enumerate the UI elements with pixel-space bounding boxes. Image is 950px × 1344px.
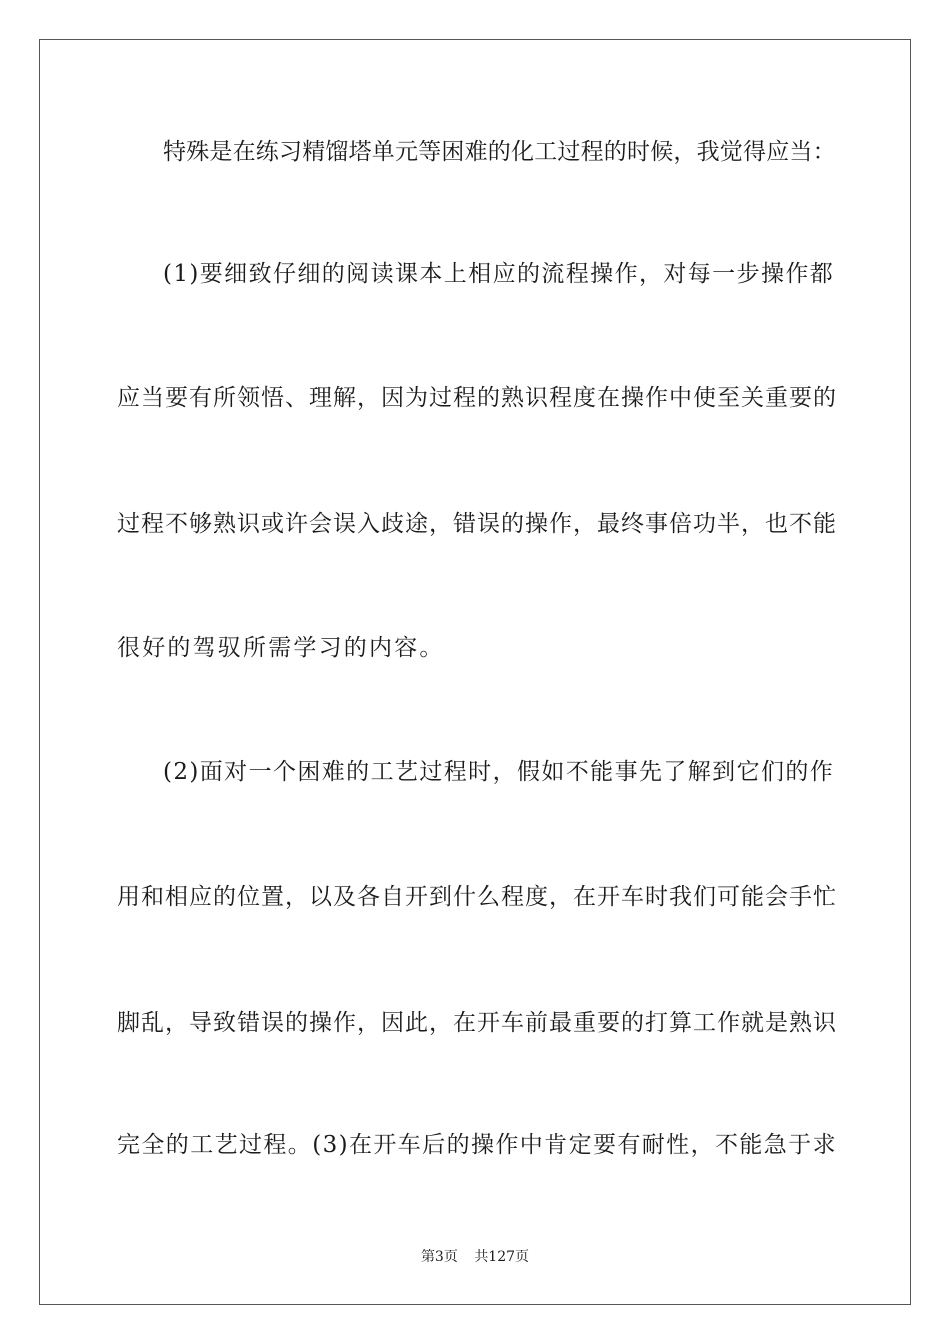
- text-line: 很好的驾驭所需学习的内容。: [117, 635, 445, 661]
- page-number: 第3页: [420, 1249, 458, 1265]
- text-line: 应当要有所领悟、理解，因为过程的熟识程度在操作中使至关重要的: [117, 385, 837, 411]
- text-line: 用和相应的位置，以及各自开到什么程度，在开车时我们可能会手忙: [117, 884, 837, 910]
- page-border: [39, 39, 911, 1305]
- text-line: 特殊是在练习精馏塔单元等困难的化工过程的时候，我觉得应当：: [163, 139, 836, 165]
- page-footer: [0, 1248, 950, 1266]
- total-pages: 共127页: [474, 1249, 530, 1265]
- text-line: 过程不够熟识或许会误入歧途，错误的操作，最终事倍功半，也不能: [117, 511, 837, 537]
- text-line: (2)面对一个困难的工艺过程时，假如不能事先了解到它们的作: [163, 759, 835, 785]
- text-line: 脚乱，导致错误的操作，因此，在开车前最重要的打算工作就是熟识: [117, 1010, 837, 1036]
- text-line: (1)要细致仔细的阅读课本上相应的流程操作，对每一步操作都: [163, 261, 835, 287]
- text-line: 完全的工艺过程。(3)在开车后的操作中肯定要有耐性，不能急于求: [117, 1132, 837, 1158]
